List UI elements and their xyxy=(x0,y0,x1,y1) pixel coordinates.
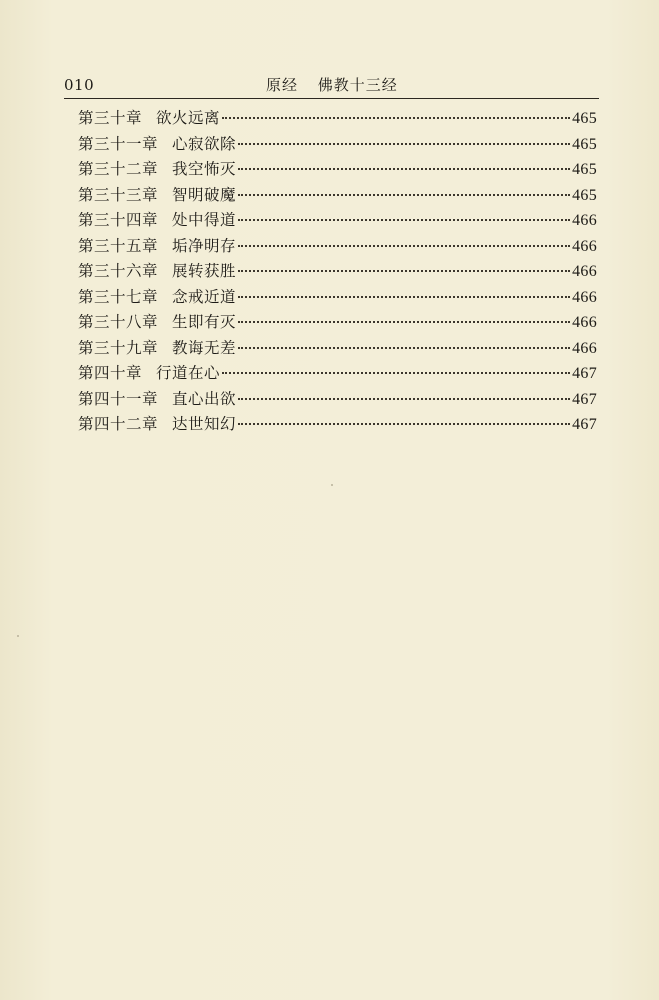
toc-chapter-title: 念戒近道 xyxy=(172,287,237,306)
toc-page-number: 466 xyxy=(572,339,597,357)
toc-chapter-title: 生即有灭 xyxy=(172,313,237,331)
toc-dot-leader xyxy=(238,143,570,145)
toc-page-number: 467 xyxy=(572,390,597,408)
paper-speck xyxy=(331,484,333,486)
toc-chapter-number: 第三十八章 xyxy=(78,313,159,331)
toc-chapter-title: 我空怖灭 xyxy=(172,160,237,178)
toc-chapter-number: 第三十九章 xyxy=(78,338,159,357)
toc-entry xyxy=(78,412,597,438)
toc-chapter-title: 心寂欲除 xyxy=(172,134,237,153)
toc-page-number: 465 xyxy=(572,135,597,153)
toc-entry xyxy=(78,157,597,183)
toc-dot-leader xyxy=(238,398,570,400)
toc-chapter-number: 第三十二章 xyxy=(78,160,159,178)
toc-chapter-number: 第三十七章 xyxy=(78,287,159,306)
toc-page-number: 465 xyxy=(572,110,597,127)
toc-entry xyxy=(78,387,597,413)
toc-dot-leader xyxy=(238,245,570,247)
toc-chapter-title: 教诲无差 xyxy=(172,338,237,357)
toc-chapter-title: 欲火远离 xyxy=(156,109,221,127)
toc-entry xyxy=(78,259,597,285)
toc-dot-leader xyxy=(238,296,570,298)
toc-chapter-number: 第三十三章 xyxy=(78,185,159,204)
running-title: 原经 佛教十三经 xyxy=(266,76,398,94)
toc-entry xyxy=(78,310,597,336)
toc-chapter-number: 第四十二章 xyxy=(78,415,159,433)
toc-chapter-title: 行道在心 xyxy=(156,364,221,382)
toc-chapter-number: 第四十一章 xyxy=(78,389,159,408)
toc-chapter-number: 第三十六章 xyxy=(78,262,159,280)
page-header xyxy=(64,74,599,96)
toc-chapter-title: 达世知幻 xyxy=(172,415,237,433)
toc-entry xyxy=(78,361,597,387)
toc-entry xyxy=(78,234,597,260)
toc-dot-leader xyxy=(238,423,570,425)
toc-page-number: 466 xyxy=(572,314,597,331)
toc-page-number: 465 xyxy=(572,186,597,204)
toc-dot-leader xyxy=(238,168,570,170)
toc-chapter-number: 第三十五章 xyxy=(78,236,159,255)
toc-chapter-number: 第三十章 xyxy=(78,109,143,127)
toc-chapter-number: 第三十一章 xyxy=(78,134,159,153)
toc-page-number: 466 xyxy=(572,212,597,229)
toc-entry xyxy=(78,106,597,132)
toc-chapter-title: 智明破魔 xyxy=(172,185,237,204)
toc-chapter-number: 第三十四章 xyxy=(78,211,159,229)
toc-entry xyxy=(78,208,597,234)
toc-chapter-title: 垢净明存 xyxy=(172,236,237,255)
toc-chapter-title: 处中得道 xyxy=(172,211,237,229)
toc-dot-leader xyxy=(238,219,570,221)
toc-page-number: 465 xyxy=(572,161,597,178)
toc-dot-leader xyxy=(222,372,570,374)
toc-dot-leader xyxy=(238,194,570,196)
toc-entry xyxy=(78,285,597,311)
toc-chapter-number: 第四十章 xyxy=(78,364,143,382)
header-rule xyxy=(64,98,599,99)
toc-dot-leader xyxy=(222,117,570,119)
page-number: 010 xyxy=(64,76,95,94)
toc-page-number: 467 xyxy=(572,365,597,382)
toc-dot-leader xyxy=(238,321,570,323)
toc-page-number: 466 xyxy=(572,288,597,306)
toc-page-number: 466 xyxy=(572,263,597,280)
table-of-contents xyxy=(78,106,597,438)
toc-page-number: 467 xyxy=(572,416,597,433)
toc-chapter-title: 直心出欲 xyxy=(172,389,237,408)
toc-entry xyxy=(78,183,597,209)
toc-dot-leader xyxy=(238,270,570,272)
toc-chapter-title: 展转获胜 xyxy=(172,262,237,280)
toc-entry xyxy=(78,336,597,362)
toc-entry xyxy=(78,132,597,158)
toc-dot-leader xyxy=(238,347,570,349)
paper-speck xyxy=(17,635,19,637)
toc-page-number: 466 xyxy=(572,237,597,255)
